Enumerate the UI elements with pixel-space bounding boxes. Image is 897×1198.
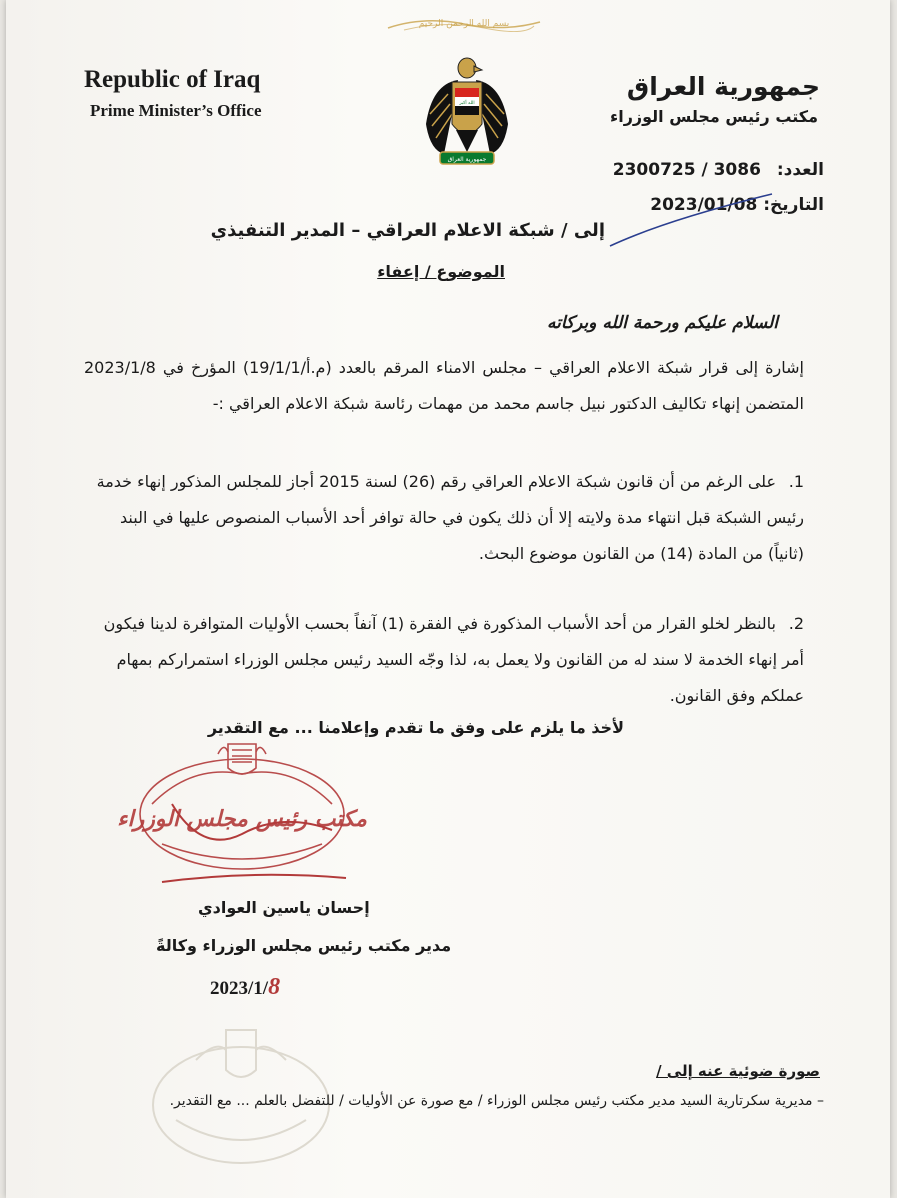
svg-text:الله أكبر: الله أكبر	[459, 101, 475, 106]
numbered-item-2	[84, 606, 804, 714]
intro-paragraph: إشارة إلى قرار شبكة الاعلام العراقي – مجلس الامناء المرقم بالعدد (م.أ/19/1/1) المؤرخ في 2023/1/8 المتضمن إنهاء تكاليف الدكتور نبيل جاسم محمد من مهمات رئاسة شبكة الاعلام العراقي :-	[84, 358, 804, 413]
svg-text:مكتب رئيس مجلس الوزراء: مكتب رئيس مجلس الوزراء	[117, 806, 367, 832]
subject-line: الموضوع / إعفاء	[377, 262, 505, 281]
cc-heading: صورة ضوئية عنه إلى /	[656, 1062, 820, 1080]
letter-page	[6, 0, 890, 1198]
office-seal-stamp	[117, 734, 367, 884]
reference-number-value: 2300725 / 3086	[612, 160, 761, 180]
signature-date	[210, 974, 280, 1001]
item-number: 2.	[788, 614, 804, 633]
signature-date-prefix: 2023/1/	[210, 978, 269, 999]
item-text: على الرغم من أن قانون شبكة الاعلام العراقي رقم (26) لسنة 2015 أجاز للمجلس المذكور إنهاء خدمة رئيس الشبكة قبل انتهاء مدة ولايته إلا أن ذلك يكون في حالة توافر أحد الأسباب المنصوص عليها في البند (ثانياً) من المادة (14) من القانون موضوع البحث.	[96, 472, 804, 563]
office-name-ar: مكتب رئيس مجلس الوزراء	[610, 107, 818, 126]
svg-text:جمهورية العراق: جمهورية العراق	[447, 156, 487, 163]
greeting: السلام عليكم ورحمة الله وبركاته	[547, 313, 778, 333]
cc-recipient: – مديرية سكرتارية السيد مدير مكتب رئيس مجلس الوزراء / مع صورة عن الأوليات / للتفضل بالعلم ... مع التقدير.	[169, 1093, 824, 1109]
item-number: 1.	[788, 472, 804, 491]
reference-date-value: 2023/01/08	[650, 195, 758, 215]
svg-text:بسم الله الرحمن الرحيم: بسم الله الرحمن الرحيم	[418, 19, 510, 29]
basmala-watermark	[384, 12, 544, 34]
item-text: بالنظر لخلو القرار من أحد الأسباب المذكورة في الفقرة (1) آنفاً بحسب الأوليات المتوافرة لدينا فيكون أمر إنهاء الخدمة لا سند له من القانون ولا يعمل به، لذا وجّه السيد رئيس مجلس الوزراء استمراركم بمهام عملكم وفق القانون.	[103, 614, 804, 705]
reference-number-label: العدد:	[776, 160, 824, 180]
office-name-en: Prime Minister’s Office	[90, 101, 262, 120]
pen-stroke-mark	[606, 190, 776, 250]
addressee: إلى / شبكة الاعلام العراقي – المدير التنفيذي	[210, 220, 605, 241]
country-name-en: Republic of Iraq	[84, 66, 261, 93]
reference-date-label: التاريخ:	[763, 195, 824, 215]
closing-line: لأخذ ما يلزم على وفق ما تقدم وإعلامنا ... مع التقدير	[207, 718, 624, 737]
signature-date-day: 8	[268, 974, 281, 1000]
numbered-item-1	[84, 464, 804, 572]
signer-title: مدير مكتب رئيس مجلس الوزراء وكالةً	[156, 936, 452, 955]
watermark-emblem-icon	[146, 1010, 336, 1170]
eagle-emblem-icon	[422, 54, 512, 172]
signer-name: إحسان ياسين العوادي	[198, 898, 370, 917]
reference-number	[613, 160, 824, 180]
country-name-ar: جمهورية العراق	[626, 72, 820, 101]
